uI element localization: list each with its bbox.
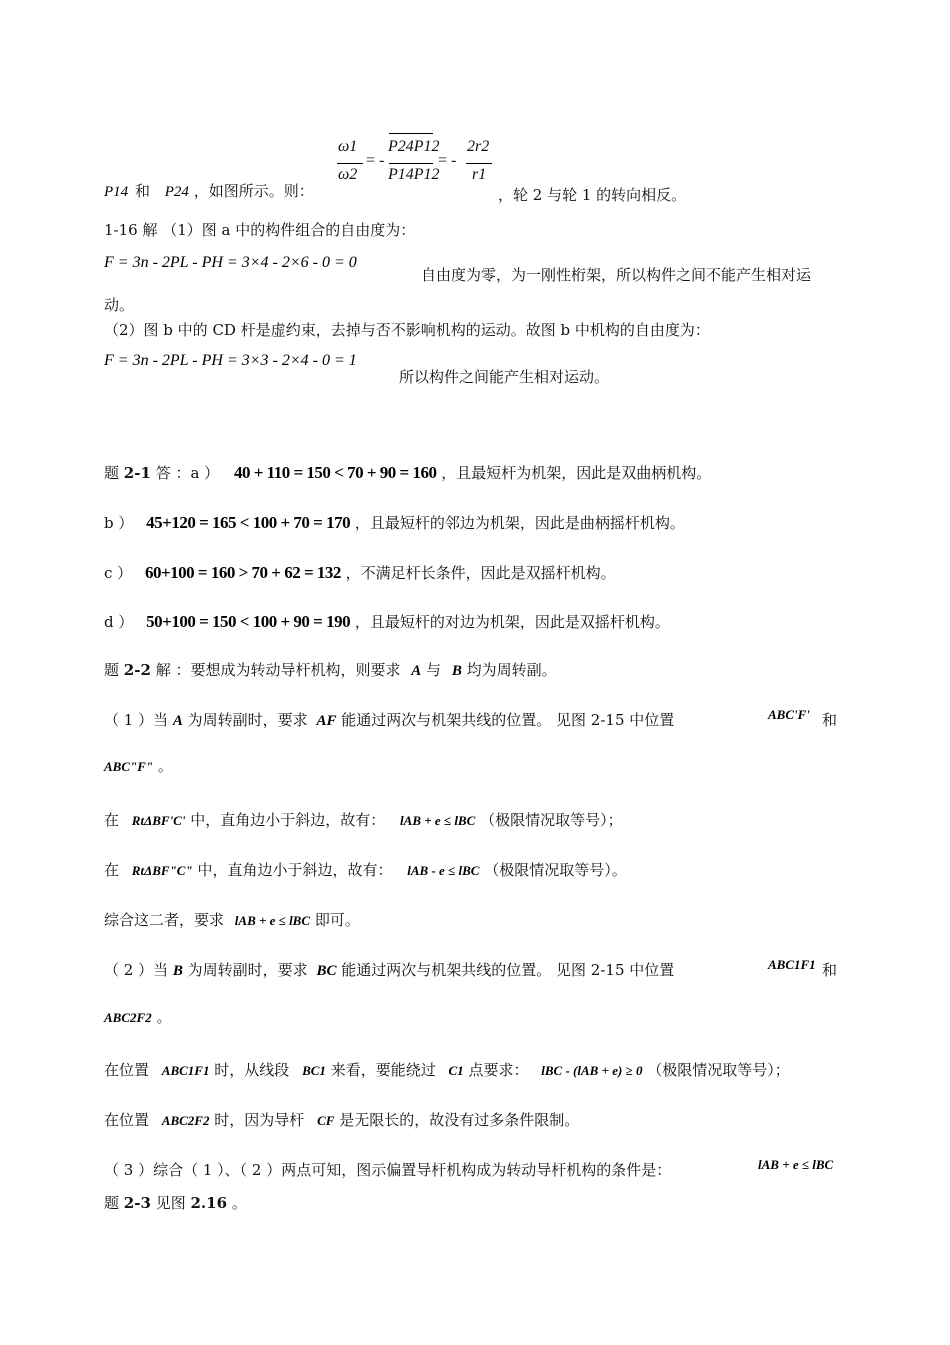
frac-bar-p [389, 163, 433, 164]
text-problem: 题 [104, 1194, 120, 1212]
label-b: b ） [104, 514, 134, 532]
text-relative-motion: 所以构件之间能产生相对运动。 [399, 368, 610, 386]
text-with: 与 [426, 661, 442, 679]
text-leg-hypotenuse: 中，直角边小于斜边，故有： [197, 861, 393, 879]
line-rt-triangle-2 [104, 859, 627, 882]
text-leg-hypotenuse: 中，直角边小于斜边，故有： [190, 811, 386, 829]
problem-number-2-1: 2-1 [123, 464, 151, 482]
text-period: 。 [156, 1008, 172, 1026]
formula-bypass-condition: lBC - (lAB + e) ≥ 0 [541, 1063, 643, 1078]
line-2-3 [104, 1192, 247, 1214]
symbol-p14: P14 [104, 184, 129, 200]
line-2-2-case2 [104, 959, 674, 982]
line-1-16-a: 1-16 解 （1）图 a 中的构件组合的自由度为： [104, 221, 416, 239]
frac-2r2: 2r2 [467, 138, 490, 155]
line-2-1-d [104, 611, 670, 633]
text-infinite: 是无限长的，故没有过多条件限制。 [339, 1111, 580, 1129]
text-2-1-b: ，且最短杆的邻边为机架，因此是曲柄摇杆机构。 [354, 514, 685, 532]
text-problem: 题 [104, 464, 120, 482]
text-point-require: 点要求： [468, 1061, 529, 1079]
formula-2-1-d: 50+100 = 150 < 100 + 90 = 190 [146, 612, 351, 631]
text-as-shown: ，如图所示。则： [193, 182, 314, 200]
overline-p24p12 [389, 133, 433, 134]
text-at-position: 在位置 [104, 1061, 150, 1079]
text-bypass: 来看，要能绕过 [330, 1061, 436, 1079]
text-limit-equal: （极限情况取等号）； [480, 811, 623, 829]
line-2-1-b [104, 512, 685, 534]
formula-dof-a: F = 3n - 2PL - PH = 3×4 - 2×6 - 0 = 0 [104, 254, 357, 271]
position-abc-double-prime: ABC"F" [104, 759, 154, 774]
line-position-2 [104, 1109, 579, 1132]
text-limit-equal: （极限情况取等号）。 [484, 861, 627, 879]
label-c: c ） [104, 564, 133, 582]
problem-number-2-2: 2-2 [123, 661, 151, 679]
line-position-abc2f2 [104, 1006, 171, 1029]
symbol-bc: BC [316, 963, 337, 979]
text-case1-when: （ 1 ）当 [104, 711, 169, 729]
position-abc1f1: ABC1F1 [161, 1063, 210, 1078]
text-and: 和 [822, 711, 838, 729]
formula-condition: lAB + e ≤ lBC [234, 913, 311, 928]
formula-2-1-b: 45+120 = 165 < 100 + 70 = 170 [146, 513, 351, 532]
text-see-figure: 见图 [155, 1194, 186, 1212]
line-position-1 [104, 1059, 790, 1082]
text-at-position: 在位置 [104, 1111, 150, 1129]
symbol-a: A [411, 663, 422, 679]
position-abc2f2: ABC2F2 [161, 1113, 210, 1128]
position-abc2f2: ABC2F2 [104, 1010, 152, 1025]
line-combine [104, 909, 360, 932]
text-2-1-a: ，且最短杆为机架，因此是双曲柄机构。 [441, 464, 712, 482]
frac-p14p12: P14P12 [388, 166, 440, 183]
symbol-b: B [172, 963, 183, 979]
formula-2-1-c: 60+100 = 160 > 70 + 62 = 132 [144, 563, 341, 582]
frac-bar-omega [337, 163, 363, 164]
text-2-1-d: ，且最短杆的对边为机架，因此是双摇杆机构。 [354, 613, 670, 631]
formula-lab-minus-e: lAB - e ≤ lBC [407, 863, 480, 878]
text-2-2-intro: 解 ：要想成为转动导杆机构，则要求 [155, 661, 401, 679]
symbol-b: B [451, 663, 462, 679]
text-case2-collinear: 能通过两次与机架共线的位置。 见图 2-15 中位置 [341, 961, 675, 979]
line-speed-ratio [104, 180, 314, 203]
point-c1: C1 [448, 1063, 464, 1078]
text-period: 。 [231, 1194, 247, 1212]
text-from-segment: 时，从线段 [214, 1061, 290, 1079]
line-rt-triangle-1 [104, 809, 623, 832]
text-revolving-pair: 均为周转副。 [466, 661, 557, 679]
text-combine: 综合这二者，要求 [104, 911, 225, 929]
text-period: 。 [157, 757, 173, 775]
formula-2-1-a: 40 + 110 = 150 < 70 + 90 = 160 [233, 463, 437, 482]
text-and: 和 [134, 182, 150, 200]
text-2-1-c: ，不满足杆长条件，因此是双摇杆机构。 [345, 564, 616, 582]
text-in: 在 [104, 811, 120, 829]
triangle-bfc-double-prime: RtΔBF"C" [131, 863, 193, 878]
label-answer-a: 答 ：a ） [155, 464, 220, 482]
segment-bc1: BC1 [302, 1063, 326, 1078]
line-2-2-intro [104, 659, 557, 682]
symbol-p24: P24 [164, 184, 189, 200]
line-1-16-b: （2）图 b 中的 CD 杆是虚约束，去掉与否不影响机构的运动。故图 b 中机构的自由度为： [104, 321, 710, 339]
text-case2-require: 为周转副时，要求 [187, 961, 308, 979]
frac-p24p12: P24P12 [388, 138, 440, 155]
frac-omega1: ω1 [338, 138, 358, 155]
text-in: 在 [104, 861, 120, 879]
symbol-cf: CF [317, 1113, 335, 1128]
frac-omega2: ω2 [338, 166, 358, 183]
text-problem: 题 [104, 661, 120, 679]
frac-r1: r1 [472, 166, 487, 183]
line-position-double-prime [104, 755, 173, 778]
formula-lab-plus-e: lAB + e ≤ lBC [400, 813, 476, 828]
problem-number-2-3: 2-3 [123, 1194, 151, 1212]
text-motion-end: 动。 [104, 296, 135, 314]
formula-dof-b: F = 3n - 2PL - PH = 3×3 - 2×4 - 0 = 1 [104, 352, 357, 369]
line-2-1-a [104, 462, 711, 484]
text-case2-when: （ 2 ）当 [104, 961, 169, 979]
text-guide-rod: 时，因为导杆 [214, 1111, 305, 1129]
symbol-a: A [172, 713, 183, 729]
position-abc1f1-prime: ABC'F' [768, 707, 810, 722]
line-2-1-c [104, 562, 616, 584]
text-opposite-rotation: ，轮 2 与轮 1 的转向相反。 [498, 186, 687, 204]
line-2-2-case1 [104, 709, 674, 732]
label-d: d ） [104, 613, 134, 631]
triangle-bfc-prime: RtΔBF'C' [131, 813, 186, 828]
text-dof-zero: 自由度为零，为一刚性桁架，所以构件之间不能产生相对运 [421, 266, 812, 284]
figure-number: 2.16 [190, 1194, 228, 1212]
position-abc1f1: ABC1F1 [768, 957, 816, 972]
equals-minus-2: = - [438, 152, 457, 169]
text-and: 和 [822, 961, 838, 979]
symbol-af: AF [316, 713, 337, 729]
text-case1-require: 为周转副时，要求 [187, 711, 308, 729]
equals-minus-1: = - [366, 152, 385, 169]
text-limit-equal: （极限情况取等号）； [647, 1061, 790, 1079]
line-case3: （ 3 ）综合（ 1 ）、（ 2 ）两点可知，图示偏置导杆机构成为转动导杆机构的条件是： [104, 1161, 672, 1179]
frac-bar-r [466, 163, 492, 164]
text-sufficient: 即可。 [314, 911, 360, 929]
formula-final-condition: lAB + e ≤ lBC [758, 1157, 834, 1172]
text-case1-collinear: 能通过两次与机架共线的位置。 见图 2-15 中位置 [341, 711, 675, 729]
